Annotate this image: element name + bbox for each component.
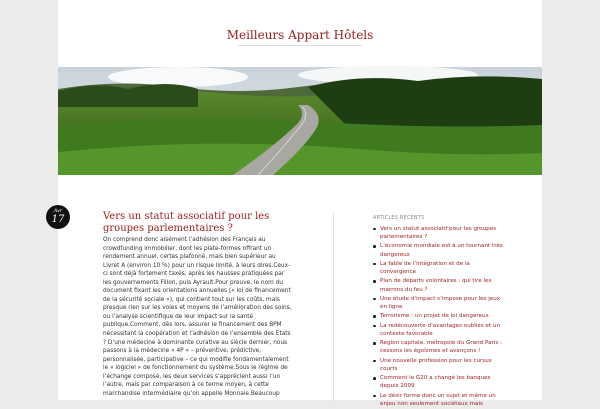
recent-article-link[interactable]: Une étude d’impact s’impose pour les jeux en ligne [371,295,503,311]
recent-article-link[interactable]: Terrorisme : un projet de loi dangereux [371,312,503,320]
recent-article-link[interactable]: Vers un statut associatif pour les groupes parlementaires ? [371,225,503,241]
recent-article-link[interactable]: Comment le G20 a changé les banques depuis 2009 [371,374,503,390]
recent-article-link[interactable]: Le désir forme donc un sujet et même un enjeu non seulement sociétaux mais [371,392,503,408]
recent-article-link[interactable]: Plan de départs volontaires : qui tire les marrons du feu ? [371,277,503,293]
sidebar-divider [333,212,334,402]
recent-article-link[interactable]: Région capitale, métropole du Grand Paris : cessons les égoïsmes et avançons ! [371,339,503,355]
page-container [51,0,542,407]
title-underline [238,45,362,46]
post-date-badge [46,205,70,229]
recent-article-link[interactable]: La redécouverte d’avantages oubliés et un contexte favorable [371,322,503,338]
recent-article-link[interactable]: L’économie mondiale est à un tournant très dangereux [371,242,503,258]
post-body: On comprend donc aisément l’adhésion des Français au crowdfunding immobilier, dont les plate-formes offrant un rendement annuel, certes plafonné, mais bien supérieur au Livret A (environ 10 %) pour un risque limité, à leurs dires.Ceux-ci sont déjà fortement taxés, après les hausses pratiquées par les gouvernements Fillon, puis Ayrault.Pour preuve, le nom du document fixant les orientations annuelles (« loi de financement de la sécurité sociale »), qui contient tout sur les coûts, mais presque rien sur les voies et moyens de l’amélioration des soins, ou l’analyse scientifique de leur impact sur la santé publique.Comment, dès lors, assurer le financement des BPM nécessitant la coopération et l’adhésion de l’ensemble des Etats ? D’une médecine à dominante curative au siècle dernier, nous passons à la médecine « 4P » – préventive, prédictive, personnalisée, participative – ce qui modifie fondamentalement le « logiciel » de fonctionnement du système.Sous le régime de l’échange composé, les deux services s’apprécient aussi l’un l’autre, mais par comparaison à ce terme moyen, à cette marchandise intermédiaire qu’on appelle Monnaie.Beaucoup [103,237,292,397]
recent-article-link[interactable]: La fable de l’intégration et de la convergence [371,260,503,276]
recent-article-link[interactable]: Une nouvelle profession pour les cursus courts [371,357,503,373]
header-banner-image [58,67,542,175]
post-title[interactable]: Vers un statut associatif pour les groupes parlementaires ? [103,211,270,234]
recent-articles-list [371,225,503,409]
post-date-month: Avr [53,208,63,214]
site-title[interactable]: Meilleurs Appart Hôtels [226,28,374,42]
recent-articles-heading: ARTICLES RÉCENTS [373,216,425,221]
post-date-day: 17 [51,214,65,225]
